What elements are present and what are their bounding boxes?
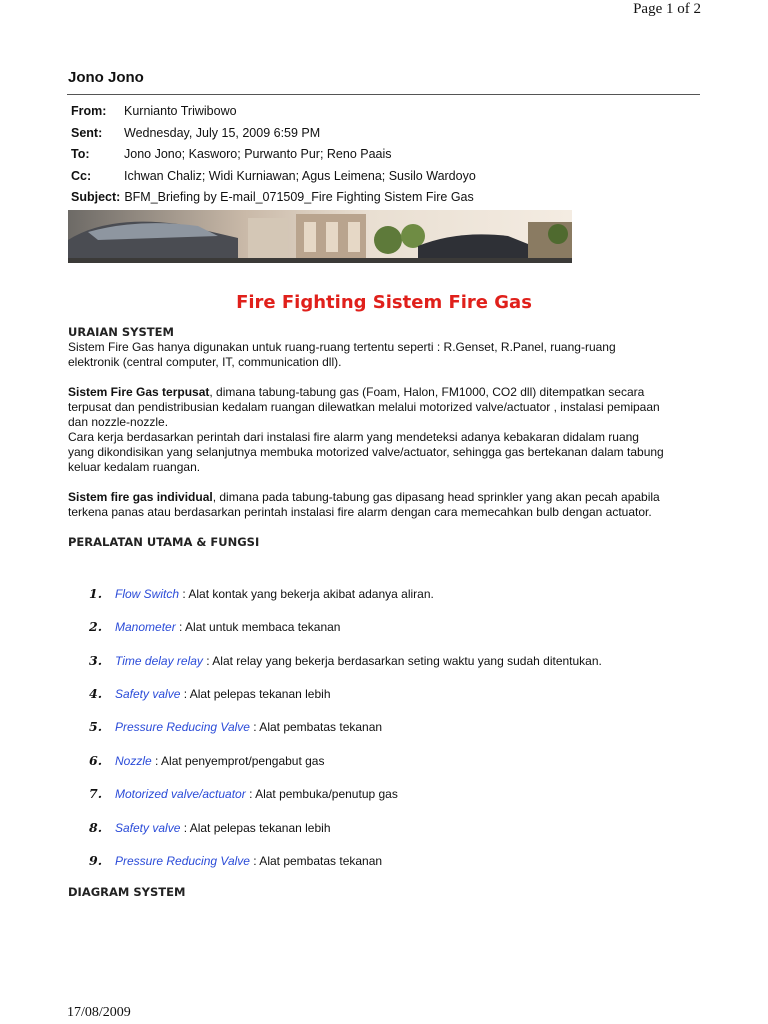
item-number: 2. (89, 619, 103, 634)
peralatan-heading: PERALATAN UTAMA & FUNGSI (68, 535, 260, 549)
header-divider (67, 94, 700, 95)
uraian-heading: URAIAN SYSTEM (68, 325, 174, 339)
item-desc: : Alat pelepas tekanan lebih (180, 821, 331, 835)
item-term: Safety valve (115, 821, 181, 835)
individual-text: , dimana pada tabung-tabung gas dipasang head sprinkler yang akan pecah apabila terkena panas atau berdasarkan perintah instalasi fire alarm dengan cara memecahkan bulb dengan actuator. (68, 490, 660, 519)
list-item (89, 820, 331, 835)
item-term: Time delay relay (115, 654, 203, 668)
item-term: Safety valve (115, 687, 181, 701)
item-desc: : Alat penyemprot/pengabut gas (151, 754, 325, 768)
item-desc: : Alat pembatas tekanan (249, 854, 383, 868)
individual-lead: Sistem fire gas individual (68, 490, 213, 504)
sent-row (71, 126, 476, 148)
item-number: 6. (89, 753, 103, 768)
from-row (71, 104, 476, 126)
list-item (89, 686, 331, 701)
individual-paragraph (68, 490, 668, 520)
item-number: 4. (89, 686, 103, 701)
email-header (71, 104, 476, 212)
from-value: Kurnianto Triwibowo (124, 104, 237, 118)
body-content (68, 325, 668, 550)
cc-label: Cc: (71, 168, 92, 183)
document-title: Fire Fighting Sistem Fire Gas (236, 292, 532, 313)
to-label: To: (71, 147, 90, 161)
item-desc: : Alat pelepas tekanan lebih (180, 687, 331, 701)
item-number: 1. (89, 586, 103, 601)
list-item (89, 853, 382, 868)
list-item (89, 753, 324, 768)
list-item (89, 719, 382, 734)
item-number: 9. (89, 853, 103, 868)
from-label: From: (71, 104, 107, 118)
terpusat-paragraph (68, 385, 668, 430)
item-number: 7. (89, 786, 103, 801)
sent-value: Wednesday, July 15, 2009 6:59 PM (124, 125, 321, 140)
banner-image (68, 210, 572, 263)
item-term: Motorized valve/actuator (115, 787, 246, 801)
terpusat-lead: Sistem Fire Gas terpusat (68, 385, 210, 399)
list-item (89, 619, 340, 634)
page-number: Page 1 of 2 (633, 1, 701, 17)
uraian-text: Sistem Fire Gas hanya digunakan untuk ruang-ruang tertentu seperti : R.Genset, R.Panel, ruang-ruang elektronik (central computer, IT, communication dll). (68, 340, 616, 369)
footer-date: 17/08/2009 (67, 1005, 131, 1020)
list-item (89, 786, 398, 801)
item-desc: : Alat relay yang bekerja berdasarkan seting waktu yang sudah ditentukan. (202, 654, 602, 668)
item-number: 8. (89, 820, 103, 835)
mailbox-owner: Jono Jono (68, 69, 144, 86)
item-desc: : Alat kontak yang bekerja akibat adanya aliran. (179, 587, 434, 601)
item-desc: : Alat pembuka/penutup gas (245, 787, 398, 801)
subject-value: BFM_Briefing by E-mail_071509_Fire Fighting Sistem Fire Gas (124, 190, 474, 204)
item-number: 5. (89, 719, 103, 734)
list-item (89, 586, 434, 601)
to-value: Jono Jono; Kasworo; Purwanto Pur; Reno Paais (124, 147, 392, 161)
item-number: 3. (89, 653, 103, 668)
item-term: Manometer (115, 620, 176, 634)
terpusat-text-2: Cara kerja berdasarkan perintah dari instalasi fire alarm yang mendeteksi adanya kebakaran didalam ruang yang dikondisikan yang selanjutnya membuka motorized valve/actuator, sehingga gas bertekanan dalam tabung keluar kedalam ruangan. (68, 430, 664, 474)
cc-value: Ichwan Chaliz; Widi Kurniawan; Agus Leimena; Susilo Wardoyo (124, 168, 476, 183)
diagram-heading: DIAGRAM SYSTEM (68, 885, 186, 899)
item-desc: : Alat pembatas tekanan (249, 720, 383, 734)
subject-label: Subject: (71, 190, 121, 204)
list-item (89, 653, 602, 668)
item-term: Pressure Reducing Valve (115, 720, 250, 734)
subject-row (71, 190, 476, 212)
item-desc: : Alat untuk membaca tekanan (175, 620, 341, 634)
to-row (71, 147, 476, 169)
item-term: Pressure Reducing Valve (115, 854, 250, 868)
cc-row (71, 169, 476, 191)
sent-label: Sent: (71, 125, 103, 140)
terpusat-text: , dimana tabung-tabung gas (Foam, Halon, FM1000, CO2 dll) ditempatkan secara terpusat dan pendistribusian kedalam ruangan dilewatkan melalui motorized valve/actuator , instalasi pemipaan dan nozzle-nozzle. (68, 385, 660, 429)
item-term: Flow Switch (115, 587, 180, 601)
item-term: Nozzle (115, 754, 152, 768)
